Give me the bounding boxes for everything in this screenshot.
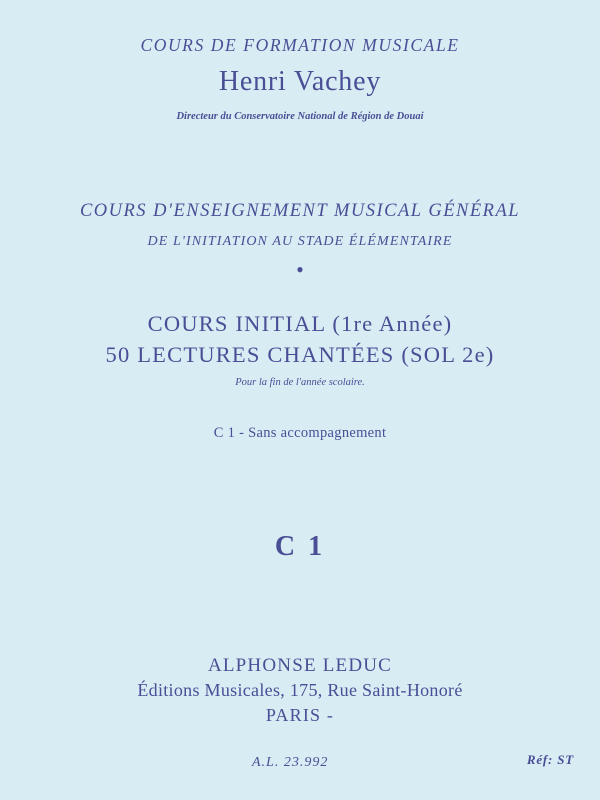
publisher-city: PARIS - bbox=[265, 705, 335, 725]
publisher-name: ALPHONSE LEDUC bbox=[207, 655, 393, 676]
publisher-address: Éditions Musicales, 175, Rue Saint-Honoré bbox=[137, 680, 463, 700]
bullet-separator: • bbox=[296, 257, 304, 282]
volume-note: Pour la fin de l'année scolaire. bbox=[235, 377, 365, 388]
volume-title-line2: 50 LECTURES CHANTÉES (SOL 2e) bbox=[105, 342, 495, 367]
reference-code: Réf: ST bbox=[526, 752, 574, 767]
volume-title-line1: COURS INITIAL (1re Année) bbox=[147, 311, 453, 336]
volume-code: C 1 bbox=[274, 531, 326, 562]
plate-number: A.L. 23.992 bbox=[252, 755, 329, 770]
course-subtitle: DE L'INITIATION AU STADE ÉLÉMENTAIRE bbox=[147, 234, 453, 249]
author-role: Directeur du Conservatoire National de Région de Douai bbox=[176, 111, 424, 122]
course-title: COURS D'ENSEIGNEMENT MUSICAL GÉNÉRAL bbox=[79, 201, 521, 221]
author-name: Henri Vachey bbox=[218, 66, 382, 97]
series-title: COURS DE FORMATION MUSICALE bbox=[140, 35, 460, 55]
volume-accompaniment: C 1 - Sans accompagnement bbox=[213, 425, 387, 441]
